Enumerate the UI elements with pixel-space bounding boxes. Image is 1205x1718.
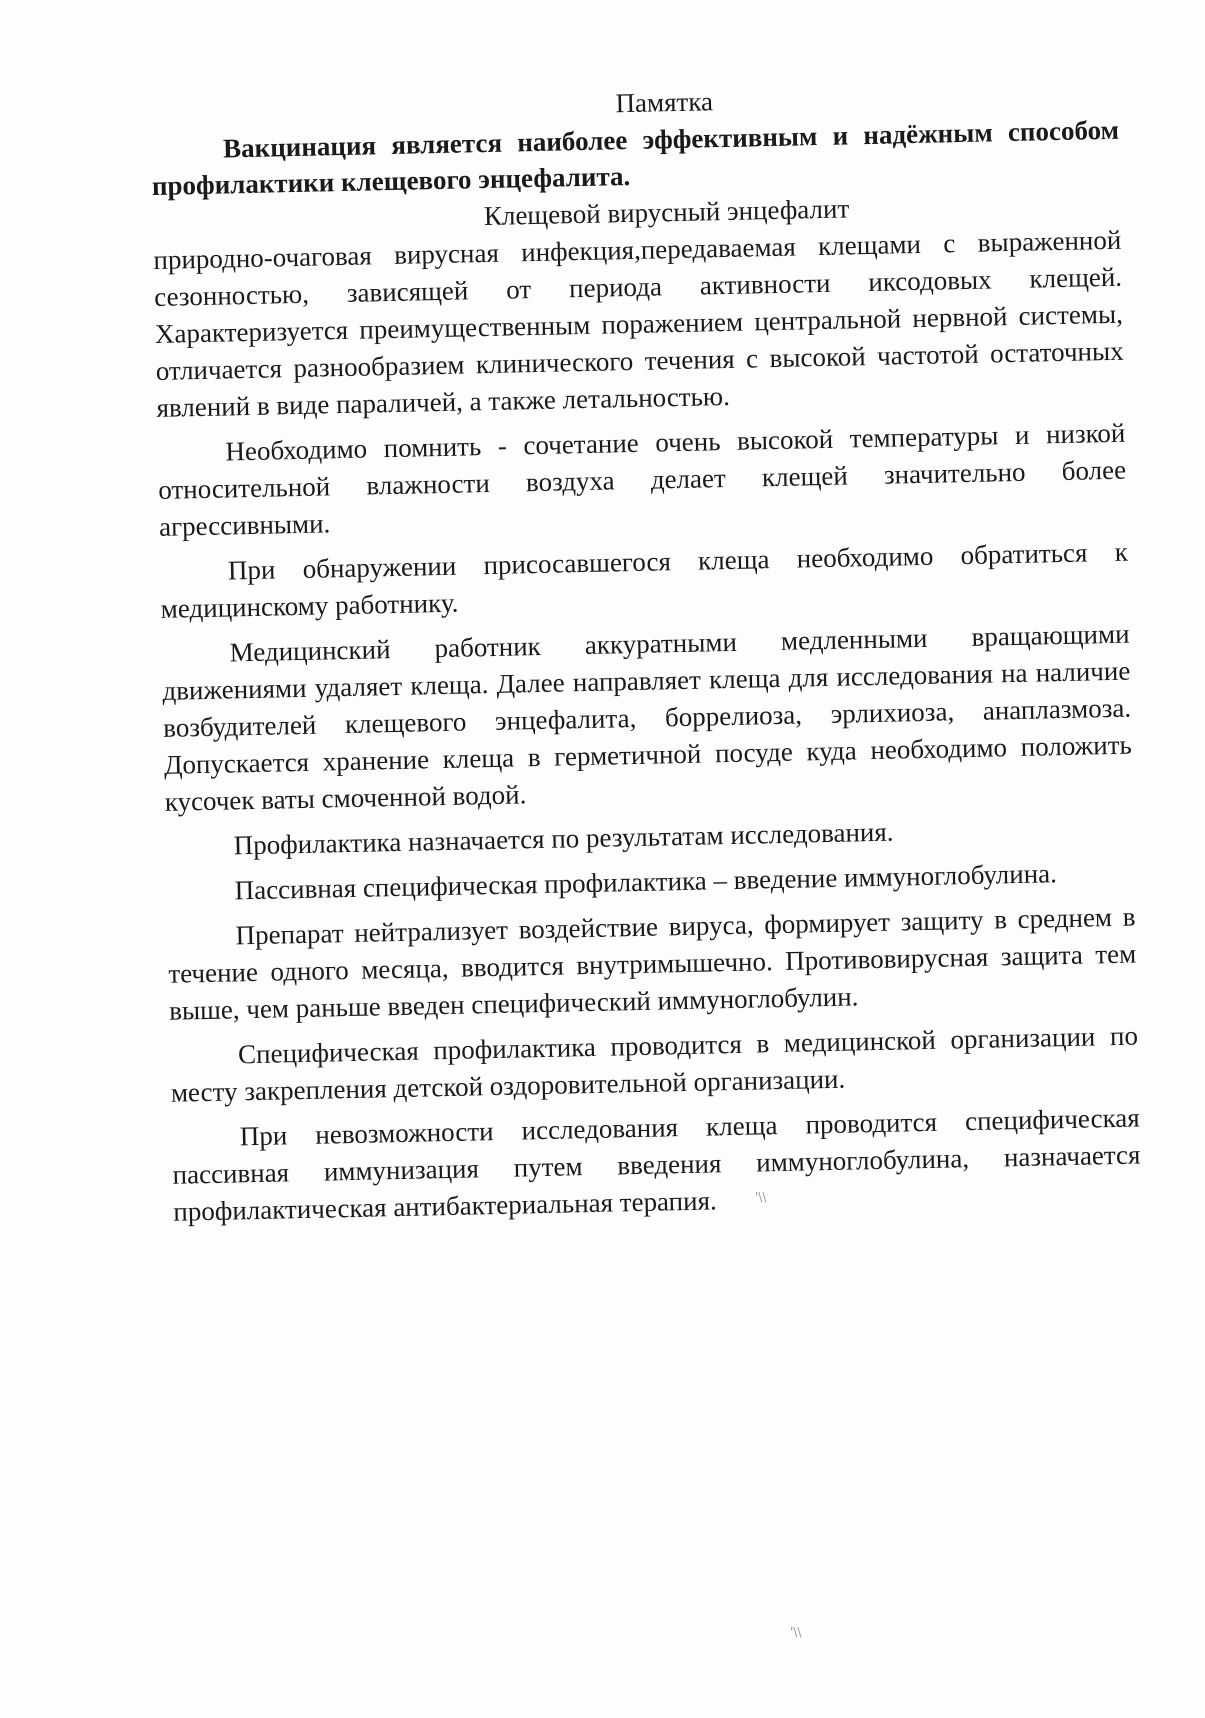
definition-paragraph: природно-очаговая вирусная инфекция,передаваемая клещами с выраженной сезонностью, зависящей от периода активности иксодовых клещей. Характеризуется преимущественным поражением центральной нервной системы, отличается разнообразием клинического течения с высокой частотой остаточных явлений в виде параличей, а также летальностью. [153,224,1124,423]
document-title: Памятка [615,86,714,119]
paragraph-humidity: Необходимо помнить - сочетание очень высокой температуры и низкой относительной влажности воздуха делает клещей значительно более агрессивными. [157,417,1127,542]
scan-artifact-mark: '\\ [755,1190,767,1204]
lead-statement: Вакцинация является наиболее эффективным и надёжным способом профилактики клещевого энцефалита. [151,114,1120,201]
paragraph-prophylaxis-results: Профилактика назначается по результатам исследования. [233,816,894,861]
paragraph-tick-removal: Медицинский работник аккуратными медленными вращающими движениями удаляет клеща. Далее направляет клеща для исследования на наличие возбудителей клещевого энцефалита, боррелиоза, эрлихиоза, анаплазмоза. Допускается хранение клеща в герметичной посуде куда необходимо положить кусочек ваты смоченной водой. [162,618,1133,817]
paragraph-passive-prophylaxis: Пассивная специфическая профилактика – введение иммуноглобулина. [234,858,1058,906]
paragraph-drug-action: Препарат нейтрализует воздействие вируса, формирует защиту в среднем в течение одного месяца, вводится внутримышечно. Противовирусная защита тем выше, чем раньше введен специфический иммуноглобулин. [168,901,1137,1026]
document-subtitle: Клещевой вирусный энцефалит [483,193,850,232]
document-content [150,76,1142,1231]
paragraph-specific-prophylaxis: Специфическая профилактика проводится в медицинской организации по месту закрепления детской оздоровительной организации. [170,1020,1139,1108]
paragraph-no-examination: При невозможности исследования клеща проводится специфическая пассивная иммунизация путем введения иммуноглобулина, назначается профилактическая антибактериальная терапия. [172,1102,1141,1227]
scan-artifact-mark: '\\ [790,1625,802,1639]
paragraph-contact-medic: При обнаружении присосавшегося клеща необходимо обратиться к медицинскому работнику. [160,536,1129,624]
